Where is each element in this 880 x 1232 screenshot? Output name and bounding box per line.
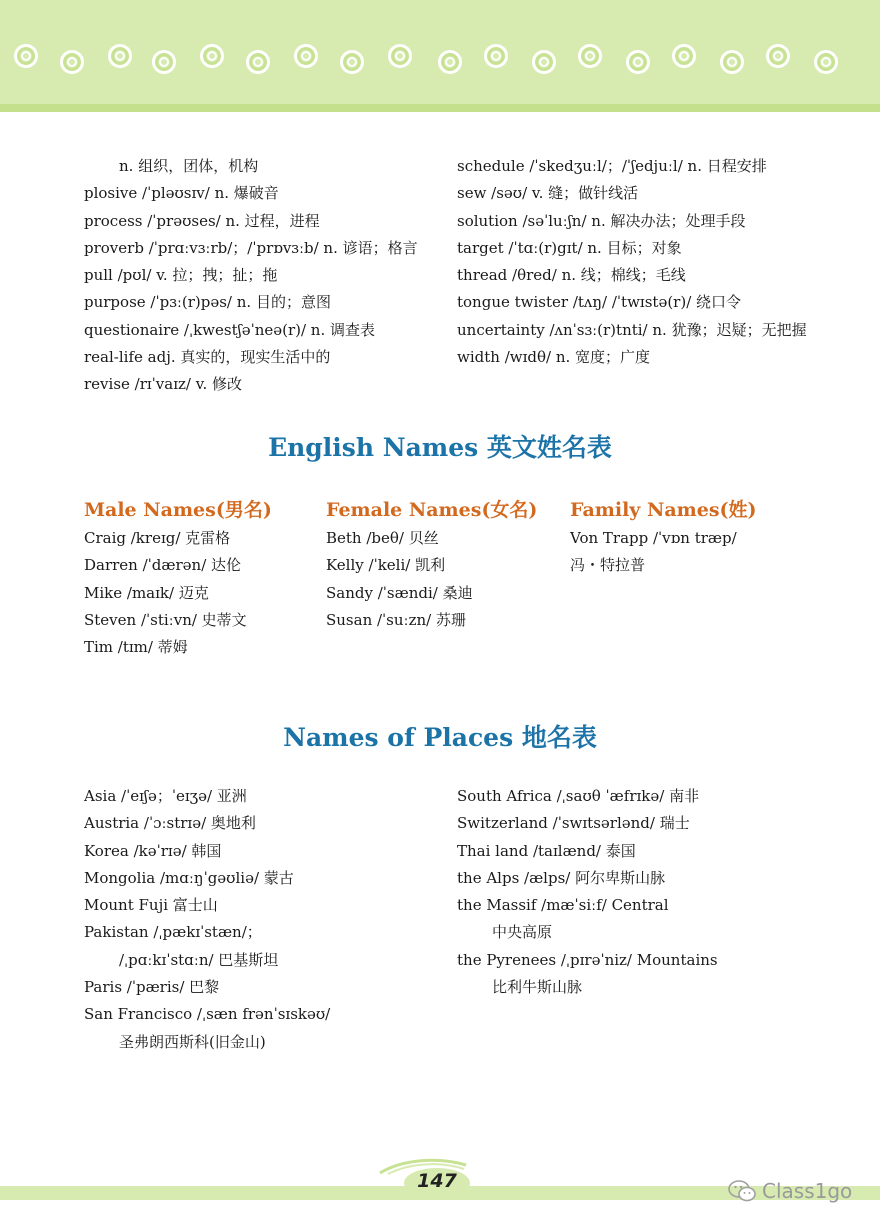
ring-icon: [578, 44, 602, 68]
female-name-entry: Sandy /ˈsændi/ 桑迪: [326, 583, 473, 602]
male-name-entry: Craig /kreɪg/ 克雷格: [84, 529, 231, 547]
ring-icon: [246, 50, 270, 74]
female-names-list: [326, 525, 556, 634]
places-left-column: [84, 783, 444, 1056]
glossary-right-column: [457, 153, 857, 371]
male-name-entry: Steven /ˈstiːvn/ 史蒂文: [84, 610, 247, 629]
place-entry: South Africa /ˌsaʊθ ˈæfrɪkə/ 南非: [457, 787, 700, 805]
glossary-entry: tongue twister /tʌŋ/ /ˈtwɪstə(r)/ 绕口令: [457, 293, 742, 312]
ring-icon: [814, 50, 838, 74]
male-name-entry: Mike /maɪk/ 迈克: [84, 583, 209, 602]
ring-icon: [152, 50, 176, 74]
glossary-entry: revise /rɪˈvaɪz/ v. 修改: [84, 375, 242, 394]
place-entry: the Alps /ælps/ 阿尔卑斯山脉: [457, 868, 666, 887]
ring-icon: [388, 44, 412, 68]
place-entry: Austria /ˈɔːstrɪə/ 奥地利: [84, 814, 256, 833]
place-entry: /ˌpɑːkɪˈstɑːn/ 巴基斯坦: [119, 950, 279, 969]
glossary-entry: real-life adj. 真实的，现实生活中的: [84, 348, 331, 367]
place-entry: 圣弗朗西斯科(旧金山): [119, 1032, 266, 1051]
place-entry: the Pyrenees /ˌpɪrəˈniz/ Mountains: [457, 950, 718, 969]
place-entry: Mount Fuji 富士山: [84, 896, 218, 915]
place-entry: Mongolia /mɑːŋˈgəʊliə/ 蒙古: [84, 868, 294, 887]
place-entry: San Francisco /ˌsæn frənˈsɪskəʊ/: [84, 1005, 331, 1024]
glossary-entry: purpose /ˈpɜː(r)pəs/ n. 目的；意图: [84, 293, 331, 312]
place-entry: Korea /kəˈrɪə/ 韩国: [84, 841, 222, 860]
place-entry: 中央高原: [492, 923, 553, 942]
glossary-entry: solution /səˈluːʃn/ n. 解决办法；处理手段: [457, 211, 746, 230]
female-name-entry: Kelly /ˈkeli/ 凯利: [326, 556, 446, 575]
family-name-entry: Von Trapp /ˈvɒn træp/: [570, 529, 737, 547]
family-names-list: [570, 525, 830, 580]
glossary-entry: target /ˈtɑː(r)gɪt/ n. 目标；对象: [457, 238, 682, 257]
family-name-entry: 冯・特拉普: [570, 556, 646, 575]
glossary-entry: plosive /ˈpləʊsɪv/ n. 爆破音: [84, 184, 279, 203]
glossary-entry: sew /səʊ/ v. 缝；做针线活: [457, 184, 639, 203]
places-right-column: [457, 783, 857, 1001]
ring-icon: [108, 44, 132, 68]
family-names-heading: Family Names(姓): [570, 499, 757, 521]
glossary-entry: pull /pʊl/ v. 拉；拽；扯；拖: [84, 266, 278, 285]
glossary-entry: uncertainty /ʌnˈsɜː(r)tnti/ n. 犹豫；迟疑；无把握: [457, 320, 807, 339]
english-names-title: English Names 英文姓名表: [268, 433, 612, 462]
ring-icon: [294, 44, 318, 68]
glossary-entry: schedule /ˈskedʒuːl/；/ˈʃedjuːl/ n. 日程安排: [457, 157, 767, 175]
male-names-list: [84, 525, 314, 661]
male-names-heading: Male Names(男名): [84, 499, 272, 521]
glossary-entry: width /wɪdθ/ n. 宽度；广度: [457, 348, 651, 367]
female-name-entry: Beth /beθ/ 贝丝: [326, 529, 439, 547]
place-entry: the Massif /mæˈsiːf/ Central: [457, 896, 669, 915]
ring-icon: [200, 44, 224, 68]
ring-icon: [532, 50, 556, 74]
glossary-entry: process /ˈprəʊses/ n. 过程，进程: [84, 211, 320, 230]
glossary-entry: n. 组织，团体，机构: [119, 157, 259, 175]
ring-icon: [340, 50, 364, 74]
watermark: [728, 1176, 852, 1206]
glossary-entry: thread /θred/ n. 线；棉线；毛线: [457, 266, 686, 285]
watermark-text: Class1go: [762, 1179, 853, 1203]
female-names-heading: Female Names(女名): [326, 499, 538, 521]
ring-icon: [626, 50, 650, 74]
ring-icon: [720, 50, 744, 74]
ring-icon: [60, 50, 84, 74]
place-entry: Paris /ˈpæris/ 巴黎: [84, 978, 220, 997]
glossary-entry: questionaire /ˌkwestʃəˈneə(r)/ n. 调查表: [84, 320, 375, 339]
female-name-entry: Susan /ˈsuːzn/ 苏珊: [326, 610, 466, 629]
place-entry: 比利牛斯山脉: [492, 978, 583, 997]
ring-icon: [484, 44, 508, 68]
place-entry: Pakistan /ˌpækɪˈstæn/；: [84, 923, 262, 942]
place-entry: Thai land /taɪlænd/ 泰国: [457, 841, 636, 860]
glossary-left-column: [84, 153, 444, 399]
chat-bubbles-icon: [728, 1179, 756, 1203]
places-title: Names of Places 地名表: [283, 723, 597, 752]
place-entry: Switzerland /ˈswɪtsərlənd/ 瑞士: [457, 814, 690, 833]
male-name-entry: Tim /tɪm/ 蒂姆: [84, 638, 188, 657]
male-name-entry: Darren /ˈdærən/ 达伦: [84, 556, 242, 575]
ring-icon: [14, 44, 38, 68]
glossary-entry: proverb /ˈprɑːvɜːrb/；/ˈprɒvɜːb/ n. 谚语；格言: [84, 238, 418, 257]
place-entry: Asia /ˈeɪʃə；ˈeɪʒə/ 亚洲: [84, 787, 247, 805]
page-number: 147: [417, 1170, 457, 1192]
ring-icon: [438, 50, 462, 74]
ring-icon: [672, 44, 696, 68]
ring-icon: [766, 44, 790, 68]
